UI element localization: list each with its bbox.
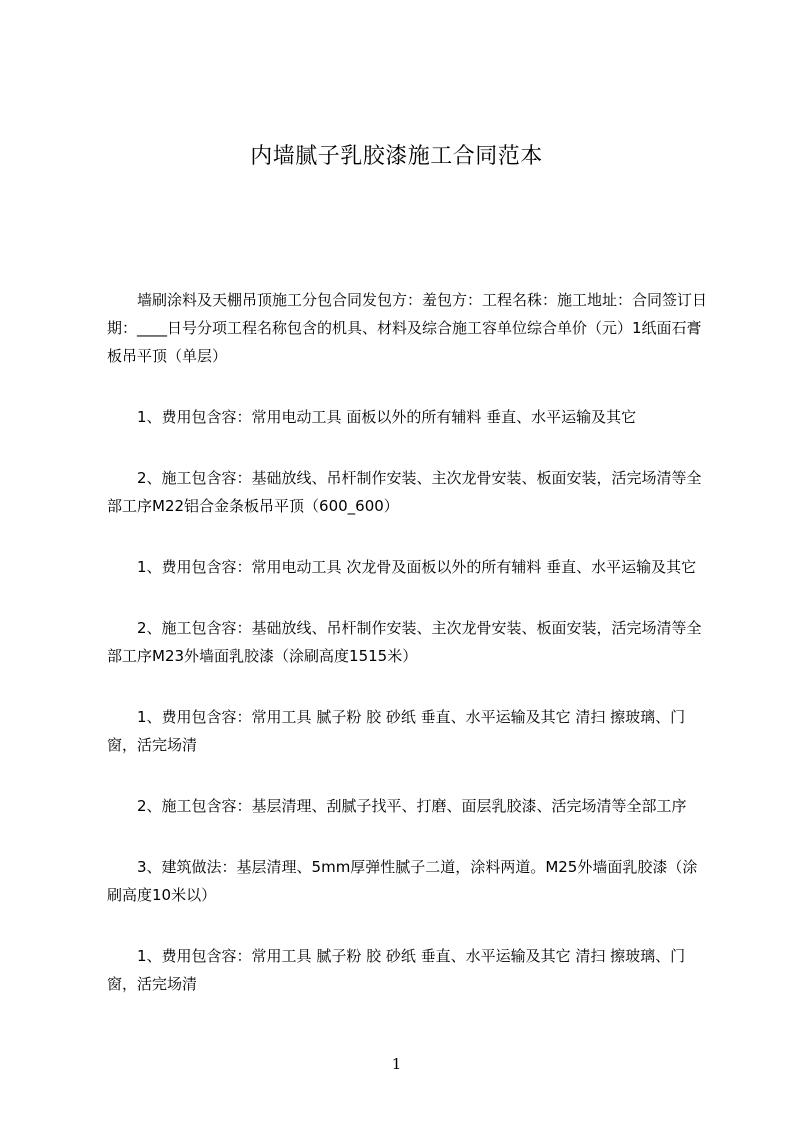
paragraph-item: 1、费用包含容：常用电动工具 次龙骨及面板以外的所有辅料 垂直、水平运输及其它 [137,558,697,576]
paragraph-item: 2、施工包含容：基础放线、吊杆制作安装、主次龙骨安装、板面安装，活完场清等全部工序M23外墙面乳胶漆（涂刷高度1515米） [107,619,702,665]
paragraph-item: 1、费用包含容：常用工具 腻子粉 胶 砂纸 垂直、水平运输及其它 清扫 擦玻璃、门窗，活完场清 [107,947,686,993]
document-body [107,286,707,1031]
paragraph-item: 2、施工包含容：基础放线、吊杆制作安装、主次龙骨安装、板面安装，活完场清等全部工序M22铝合金条板吊平顶（600_600） [107,469,702,515]
document-title: 内墙腻子乳胶漆施工合同范本 [250,144,543,169]
paragraph-intro: 墙刷涂料及天棚吊顶施工分包合同发包方：羞包方：工程名秼：施工地址：合同签订日期：____日号分项工程名称包含的机具、材料及综合施工容单位综合单价（元）1纸面石膏板吊平顶（单层） [107,291,708,365]
paragraph-item: 1、费用包含容：常用工具 腻子粉 胶 砂纸 垂直、水平运输及其它 清扫 擦玻璃、门窗，活完场清 [107,708,686,754]
paragraph-item: 1、费用包含容：常用电动工具 面板以外的所有辅料 垂直、水平运输及其它 [137,408,637,426]
paragraph-item: 3、建筑做法：基层清理、5mm厚弹性腻子二道，涂料两道。M25外墙面乳胶漆（涂刷高度10米以） [107,858,698,904]
page-number: 1 [391,1055,402,1073]
paragraph-item: 2、施工包含容：基层清理、刮腻子找平、打磨、面层乳胶漆、活完场清等全部工序 [137,797,687,815]
